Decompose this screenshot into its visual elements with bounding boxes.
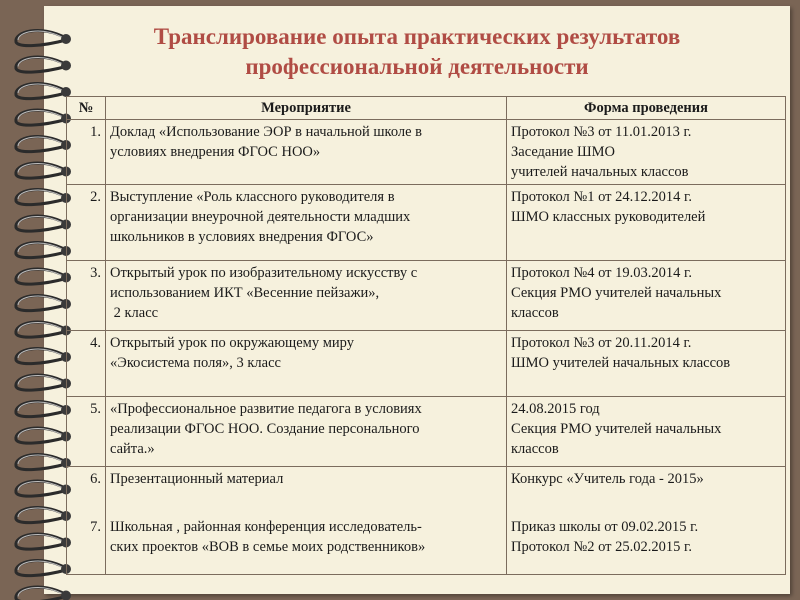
event-line: Открытый урок по окружающему миру — [110, 335, 354, 351]
form-line: Протокол №1 от 24.12.2014 г. — [511, 189, 692, 205]
form-line: Приказ школы от 09.02.2015 г. — [511, 519, 699, 535]
event-line: условиях внедрения ФГОС НОО» — [110, 144, 321, 160]
table-row — [67, 261, 786, 331]
spiral-hole — [61, 61, 71, 71]
row-form — [507, 467, 786, 575]
header-event: Мероприятие — [106, 97, 507, 120]
event-line: «Профессиональное развитие педагога в условиях — [110, 401, 422, 417]
form-line: ШМО классных руководителей — [511, 209, 706, 225]
row-form — [507, 261, 786, 331]
spiral-ring — [16, 322, 66, 337]
row-number: 5. — [67, 397, 106, 467]
row-number — [67, 467, 106, 575]
row-number-7: 7. — [90, 519, 101, 535]
event-line: сайта.» — [110, 441, 155, 457]
spiral-ring — [16, 375, 66, 390]
table-row — [67, 467, 786, 575]
table-row — [67, 397, 786, 467]
form-line: 24.08.2015 год — [511, 401, 600, 417]
event-line: Доклад «Использование ЭОР в начальной школе в — [110, 124, 423, 140]
event-line: Выступление «Роль классного руководителя в — [110, 189, 395, 205]
event-line: Презентационный материал — [110, 471, 284, 487]
title-line-2: профессиональной деятельности — [245, 54, 589, 79]
spiral-ring — [16, 57, 66, 72]
event-line: школьников в условиях внедрения ФГОС» — [110, 229, 374, 245]
table-header-row — [67, 97, 786, 120]
row-number-6: 6. — [90, 471, 101, 487]
row-form — [507, 397, 786, 467]
row-event — [106, 397, 507, 467]
form-line: Конкурс «Учитель года - 2015» — [511, 471, 704, 487]
form-line: Протокол №3 от 11.01.2013 г. — [511, 124, 692, 140]
row-form — [507, 120, 786, 185]
spiral-ring — [16, 401, 66, 416]
event-line: ских проектов «ВОВ в семье моих родственников» — [110, 539, 426, 555]
event-line: Открытый урок по изобразительному искусству с — [110, 265, 418, 281]
form-line: Протокол №4 от 19.03.2014 г. — [511, 265, 692, 281]
form-line: ШМО учителей начальных классов — [511, 355, 731, 371]
spiral-ring — [16, 189, 66, 204]
row-event — [106, 331, 507, 397]
form-line: Протокол №3 от 20.11.2014 г. — [511, 335, 692, 351]
row-form — [507, 185, 786, 261]
spiral-ring — [16, 163, 66, 178]
spiral-ring — [16, 242, 66, 257]
spiral-ring — [16, 507, 66, 522]
event-line: организации внеурочной деятельности младших — [110, 209, 411, 225]
spiral-ring — [16, 216, 66, 231]
header-number: № — [67, 97, 106, 120]
event-line: «Экосистема поля», 3 класс — [110, 355, 281, 371]
spiral-ring — [16, 269, 66, 284]
form-line: классов — [511, 305, 559, 321]
spiral-ring — [16, 560, 66, 575]
spiral-ring — [16, 481, 66, 496]
spiral-hole — [61, 34, 71, 44]
form-line: Секция РМО учителей начальных — [511, 421, 722, 437]
event-line: Школьная , районная конференция исследователь- — [110, 519, 422, 535]
table-row — [67, 120, 786, 185]
row-number: 1. — [67, 120, 106, 185]
form-line: учителей начальных классов — [511, 164, 689, 180]
row-number: 3. — [67, 261, 106, 331]
spiral-ring — [16, 295, 66, 310]
spiral-ring — [16, 348, 66, 363]
table-row — [67, 185, 786, 261]
spiral-ring — [16, 83, 66, 98]
table-row — [67, 331, 786, 397]
event-line: реализации ФГОС НОО. Создание персонального — [110, 421, 420, 437]
header-form: Форма проведения — [507, 97, 786, 120]
spiral-ring — [16, 534, 66, 549]
events-table — [66, 96, 786, 575]
spiral-ring — [16, 30, 66, 45]
title-line-1: Транслирование опыта практических результатов — [153, 24, 681, 49]
row-number: 2. — [67, 185, 106, 261]
spiral-ring — [16, 428, 66, 443]
form-line: Секция РМО учителей начальных — [511, 285, 722, 301]
row-event — [106, 120, 507, 185]
slide-title — [44, 22, 790, 82]
spiral-ring — [16, 587, 66, 600]
form-line: Протокол №2 от 25.02.2015 г. — [511, 539, 692, 555]
event-line: использованием ИКТ «Весенние пейзажи», — [110, 285, 380, 301]
event-line: 2 класс — [110, 305, 159, 321]
row-form — [507, 331, 786, 397]
spiral-ring — [16, 110, 66, 125]
row-event — [106, 467, 507, 575]
row-event — [106, 261, 507, 331]
row-event — [106, 185, 507, 261]
form-line: Заседание ШМО — [511, 144, 615, 160]
spiral-ring — [16, 136, 66, 151]
form-line: классов — [511, 441, 559, 457]
spiral-ring — [16, 454, 66, 469]
row-number: 4. — [67, 331, 106, 397]
